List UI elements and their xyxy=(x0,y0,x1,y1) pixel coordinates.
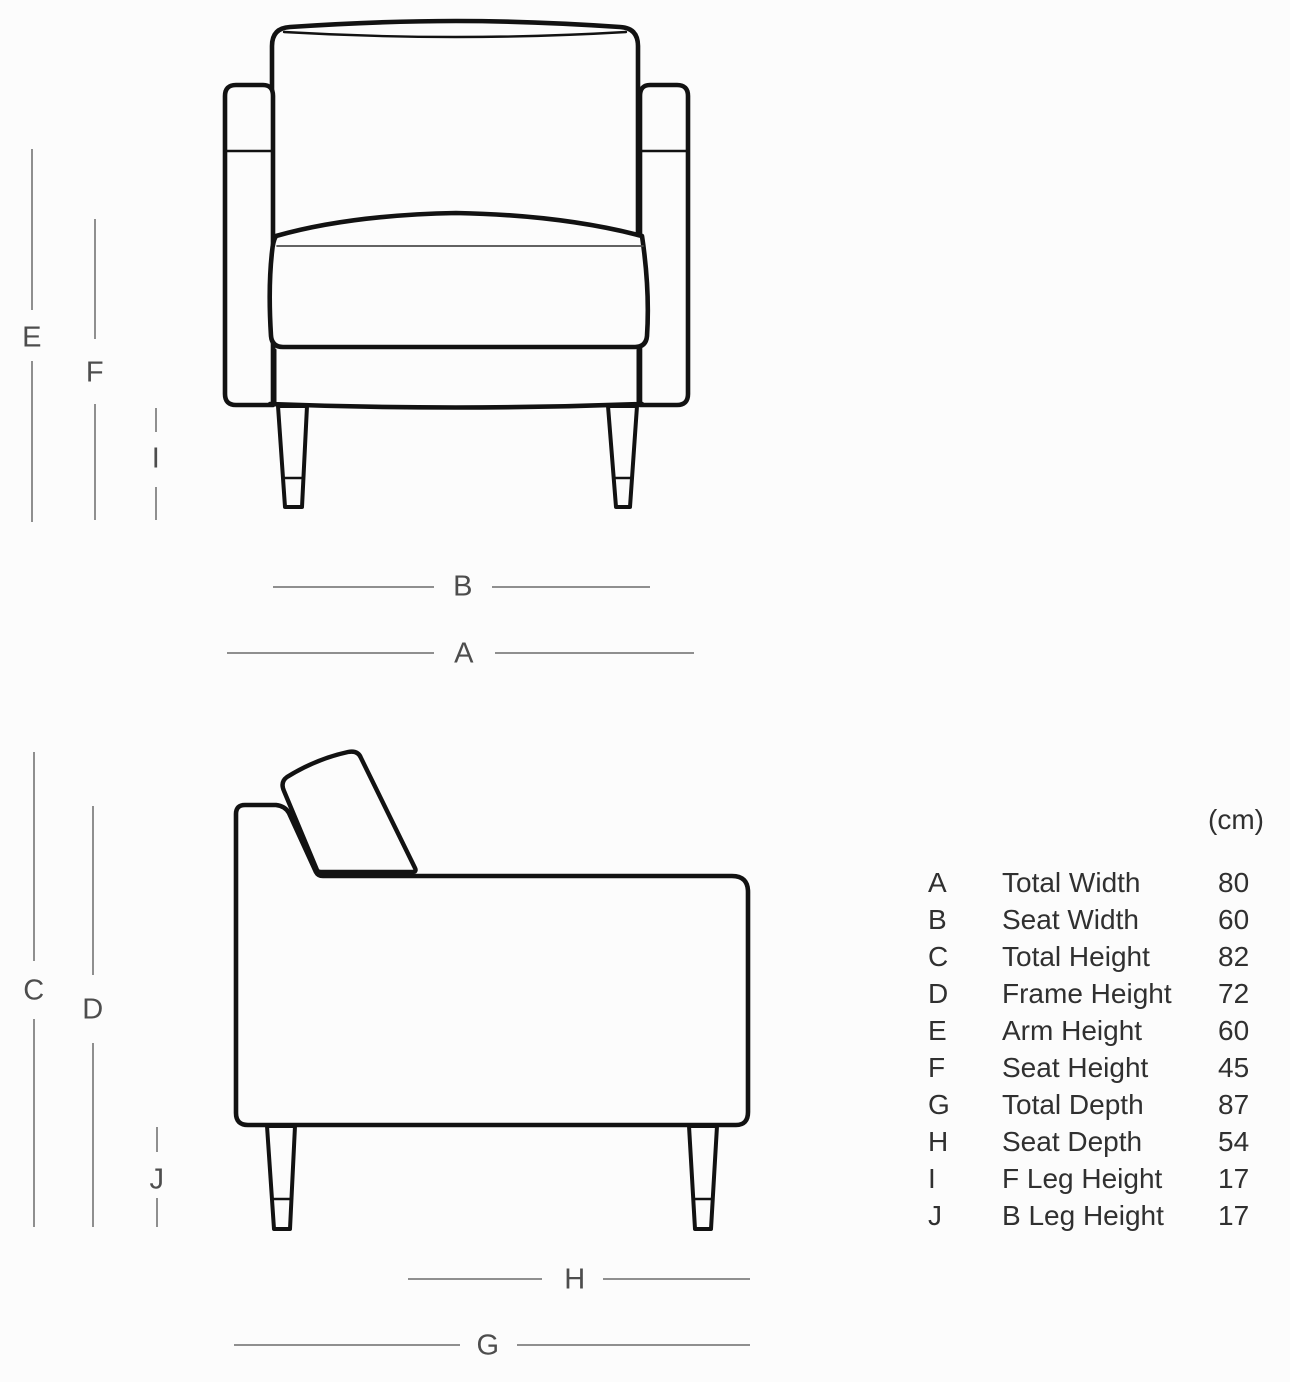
row-key: I xyxy=(928,1163,936,1194)
row-key: B xyxy=(928,904,947,935)
row-name: Seat Depth xyxy=(1002,1126,1143,1157)
row-key: D xyxy=(928,978,949,1009)
row-value: 82 xyxy=(1218,941,1250,972)
measurements-table xyxy=(928,864,1260,1234)
side-view-drawing xyxy=(236,752,748,1229)
row-value: 54 xyxy=(1218,1126,1250,1157)
row-value: 60 xyxy=(1218,904,1250,935)
row-name: Seat Height xyxy=(1002,1052,1149,1083)
row-name: Total Depth xyxy=(1002,1089,1144,1120)
side-front-leg xyxy=(267,1126,295,1229)
table-row xyxy=(928,1012,1260,1049)
row-key: G xyxy=(928,1089,950,1120)
row-value: 80 xyxy=(1218,867,1250,898)
row-value: 87 xyxy=(1218,1089,1250,1120)
dim-label-total-height: C xyxy=(23,974,45,1007)
row-value: 72 xyxy=(1218,978,1250,1009)
row-key: E xyxy=(928,1015,947,1046)
dim-label-f-leg-height: I xyxy=(151,442,161,475)
table-row xyxy=(928,1197,1260,1234)
row-name: Total Width xyxy=(1002,867,1141,898)
front-base-bottom xyxy=(270,404,642,408)
table-row xyxy=(928,864,1260,901)
row-name: Seat Width xyxy=(1002,904,1139,935)
row-name: Arm Height xyxy=(1002,1015,1143,1046)
row-key: C xyxy=(928,941,949,972)
row-name: F Leg Height xyxy=(1002,1163,1163,1194)
dim-label-arm-height: E xyxy=(22,321,42,354)
front-seat-cushion xyxy=(270,213,648,347)
row-value: 45 xyxy=(1218,1052,1250,1083)
row-name: Frame Height xyxy=(1002,978,1172,1009)
dim-label-total-width: A xyxy=(454,637,474,670)
row-value: 17 xyxy=(1218,1163,1250,1194)
table-row xyxy=(928,1160,1260,1197)
dim-label-seat-width: B xyxy=(453,570,473,603)
front-left-leg xyxy=(278,406,307,507)
table-row xyxy=(928,1049,1260,1086)
table-row xyxy=(928,938,1260,975)
dim-label-b-leg-height: J xyxy=(149,1163,165,1196)
row-name: Total Height xyxy=(1002,941,1150,972)
dim-label-seat-height: F xyxy=(85,356,105,389)
dim-label-total-depth: G xyxy=(476,1329,500,1362)
table-row xyxy=(928,1123,1260,1160)
row-key: H xyxy=(928,1126,949,1157)
front-right-arm xyxy=(640,85,688,405)
row-value: 17 xyxy=(1218,1200,1250,1231)
row-key: A xyxy=(928,867,947,898)
front-left-arm xyxy=(225,85,273,405)
table-row xyxy=(928,901,1260,938)
unit-label: (cm) xyxy=(1208,804,1264,835)
row-key: F xyxy=(928,1052,946,1083)
dim-label-seat-depth: H xyxy=(564,1263,586,1296)
table-row xyxy=(928,975,1260,1012)
row-name: B Leg Height xyxy=(1002,1200,1164,1231)
front-view-drawing xyxy=(225,21,688,507)
front-right-leg xyxy=(608,406,637,507)
side-back-leg xyxy=(689,1126,717,1229)
dim-label-frame-height: D xyxy=(82,993,104,1026)
row-key: J xyxy=(928,1200,942,1231)
table-row xyxy=(928,1086,1260,1123)
row-value: 60 xyxy=(1218,1015,1250,1046)
